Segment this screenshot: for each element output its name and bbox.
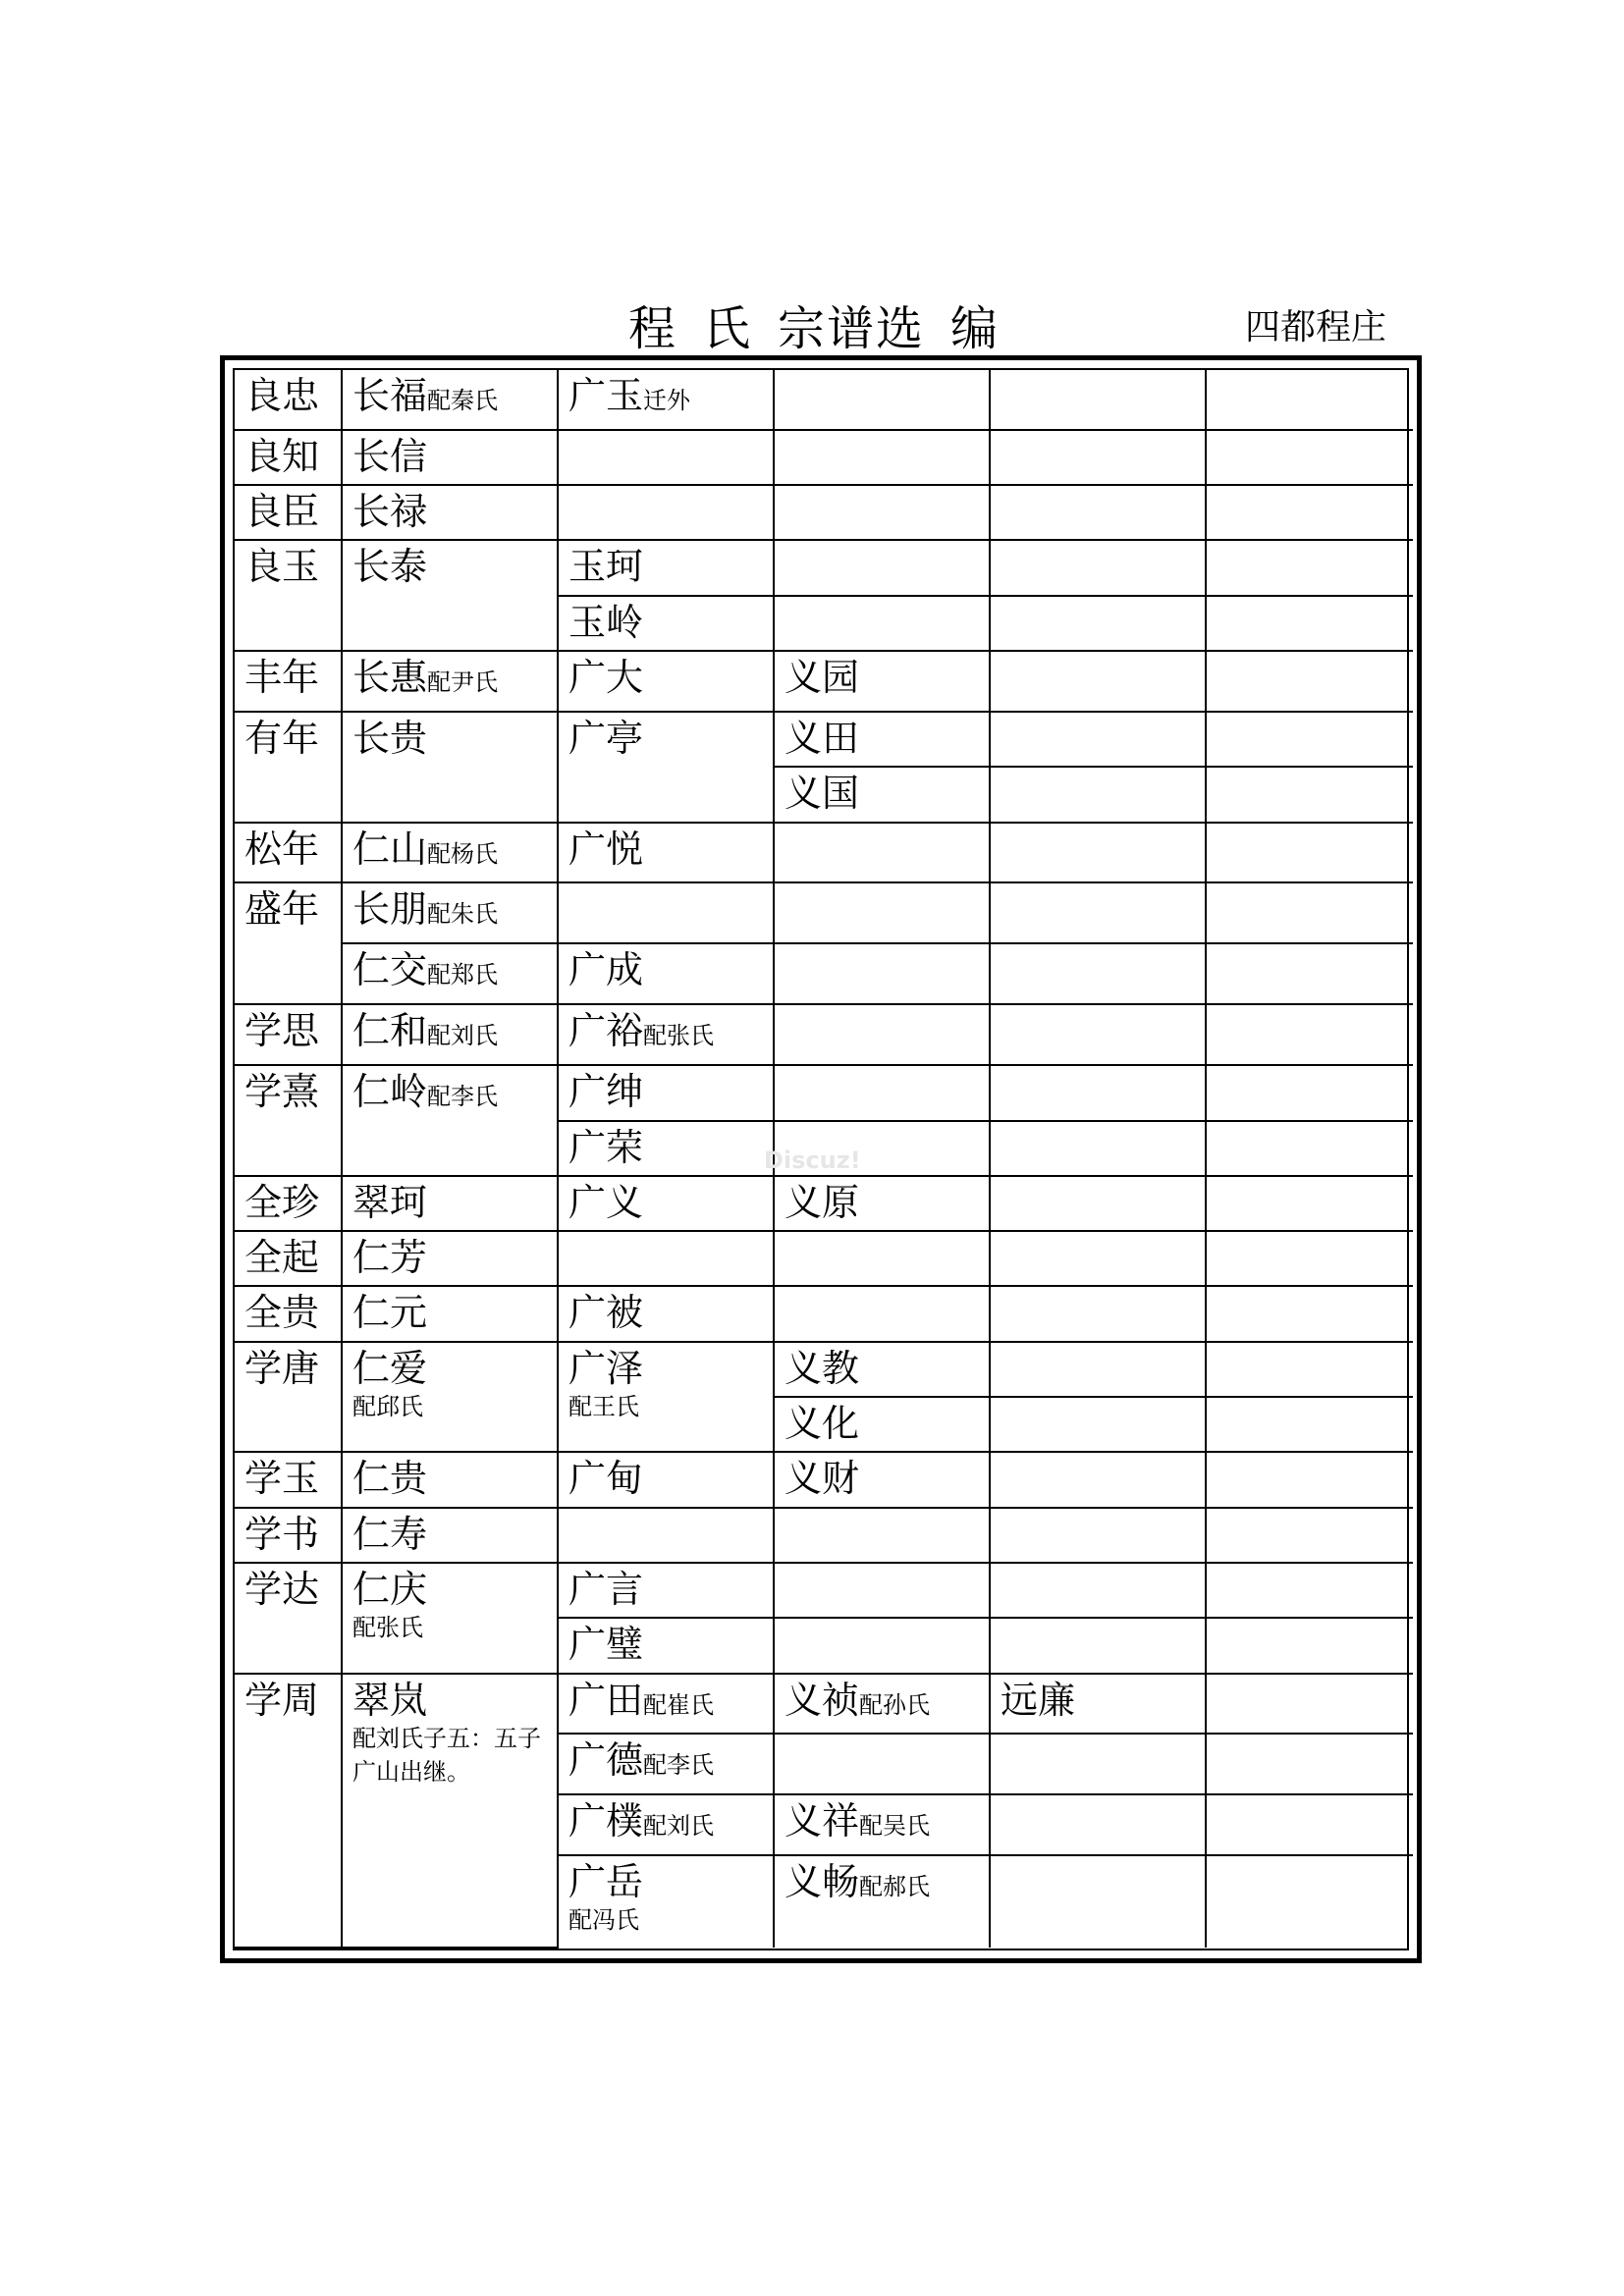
genealogy-cell [990,1286,1206,1341]
person-name: 广绅 [568,1070,644,1114]
genealogy-cell [774,1004,990,1065]
person-name: 广悦 [568,827,644,871]
genealogy-cell [774,430,990,485]
genealogy-cell [235,712,342,823]
genealogy-cell [990,712,1206,767]
person-name: 义园 [785,655,860,699]
genealogy-cell [342,1452,558,1507]
spouse-label: 配孙氏 [859,1690,931,1719]
person-name: 义财 [785,1457,860,1501]
person-name: 仁贵 [352,1457,428,1501]
person-name: 仁爱 [352,1346,428,1390]
genealogy-cell [558,1004,774,1065]
person-name: 义畅 [785,1860,860,1904]
person-name: 翠珂 [352,1180,428,1224]
person-name: 广田 [568,1678,644,1722]
genealogy-cell [1206,882,1413,943]
person-name: 良忠 [244,374,320,417]
spouse-label: 配李氏 [643,1751,715,1780]
table-row [235,370,1413,430]
genealogy-cell [1206,1855,1413,1948]
genealogy-cell [774,540,990,595]
spouse-note: 配刘氏子五：五子广山出继。 [352,1724,541,1786]
person-name: 广德 [568,1738,644,1783]
genealogy-cell [990,1674,1206,1735]
person-name: 长贵 [352,716,428,760]
person-name: 广大 [568,655,644,699]
person-name: 丰年 [244,655,320,699]
title-part: 编 [950,301,1001,356]
genealogy-cell [1206,596,1413,651]
person-name: 玉珂 [568,545,644,589]
genealogy-cell [990,651,1206,712]
person-name: 广裕 [568,1009,644,1053]
genealogy-cell [774,1618,990,1673]
person-name: 义田 [785,716,860,760]
spouse-label: 配尹氏 [427,667,499,696]
genealogy-cell [342,882,558,943]
genealogy-cell [774,1231,990,1286]
genealogy-cell [342,943,558,1004]
genealogy-cell [342,823,558,883]
person-name: 仁芳 [352,1236,428,1280]
table-row [235,1342,1413,1397]
genealogy-cell [774,1855,990,1948]
person-name: 义教 [785,1346,860,1390]
genealogy-cell [990,767,1206,822]
genealogy-cell [235,540,342,651]
genealogy-cell [235,1674,342,1948]
genealogy-cell [342,485,558,540]
person-name: 义祯 [785,1678,860,1722]
person-name: 仁交 [352,948,428,992]
genealogy-cell [342,1563,558,1674]
spouse-note: 配张氏 [352,1613,423,1641]
genealogy-cell [774,485,990,540]
table-row [235,651,1413,712]
genealogy-cell [1206,1121,1413,1176]
spouse-label: 配朱氏 [427,900,499,929]
genealogy-cell [990,1004,1206,1065]
genealogy-cell [1206,1231,1413,1286]
genealogy-cell [1206,430,1413,485]
person-name: 学思 [244,1009,320,1053]
genealogy-cell [235,485,342,540]
watermark: Discuz! [764,1147,861,1174]
person-name: 广甸 [568,1457,644,1501]
genealogy-cell [774,1397,990,1452]
genealogy-cell [235,1065,342,1176]
genealogy-cell [342,712,558,823]
genealogy-cell [990,1176,1206,1231]
genealogy-cell [1206,1508,1413,1563]
genealogy-cell [1206,1065,1413,1120]
genealogy-cell [1206,1618,1413,1673]
genealogy-cell [235,1563,342,1674]
spouse-label: 配秦氏 [427,387,499,414]
genealogy-cell [1206,823,1413,883]
spouse-label: 配李氏 [427,1083,499,1111]
genealogy-cell [235,1231,342,1286]
person-name: 仁庆 [352,1567,428,1611]
genealogy-cell [1206,943,1413,1004]
person-name: 广言 [568,1567,644,1611]
genealogy-cell [990,1065,1206,1120]
genealogy-cell [342,370,558,430]
person-name: 盛年 [244,887,320,932]
genealogy-cell [558,1231,774,1286]
table-row [235,540,1413,595]
person-name: 远廉 [1001,1678,1076,1722]
genealogy-cell [1206,1286,1413,1341]
genealogy-cell [1206,1674,1413,1735]
person-name: 良知 [244,434,320,478]
genealogy-cell [558,1855,774,1948]
genealogy-cell [1206,1794,1413,1855]
genealogy-cell [774,1342,990,1397]
person-name: 义原 [785,1180,860,1224]
genealogy-cell [558,1065,774,1120]
genealogy-cell [558,1286,774,1341]
genealogy-cell [774,712,990,767]
person-name: 广亭 [568,716,644,760]
genealogy-cell [558,596,774,651]
genealogy-cell [774,1176,990,1231]
person-name: 长福 [352,374,428,417]
genealogy-cell [990,1563,1206,1618]
genealogy-cell [990,1397,1206,1452]
genealogy-cell [235,430,342,485]
genealogy-cell [1206,1452,1413,1507]
spouse-label: 配刘氏 [427,1022,499,1050]
person-name: 广樸 [568,1799,644,1843]
person-name: 学周 [244,1678,320,1722]
person-name: 广璧 [568,1623,644,1667]
genealogy-cell [990,1618,1206,1673]
table-row [235,430,1413,485]
person-name: 良臣 [244,490,320,534]
genealogy-cell [558,370,774,430]
person-name: 有年 [244,716,320,760]
genealogy-cell [342,651,558,712]
person-name: 全贵 [244,1291,320,1335]
title-part: 氏 [703,301,753,356]
person-name: 松年 [244,827,320,871]
title-part: 程 [628,301,678,356]
genealogy-cell [558,1794,774,1855]
table-row [235,882,1413,943]
person-name: 义化 [785,1402,860,1446]
genealogy-cell [1206,540,1413,595]
genealogy-cell [990,370,1206,430]
table-row [235,1508,1413,1563]
genealogy-cell [558,430,774,485]
person-name: 良玉 [244,545,320,589]
table-row [235,1452,1413,1507]
genealogy-cell [235,1004,342,1065]
spouse-label: 配杨氏 [427,839,499,868]
genealogy-cell [558,485,774,540]
genealogy-cell [1206,1397,1413,1452]
genealogy-cell [990,943,1206,1004]
title-part: 宗谱选 [778,301,926,356]
genealogy-cell [990,1452,1206,1507]
person-name: 学书 [244,1512,320,1556]
spouse-note: 配冯氏 [568,1906,639,1935]
spouse-label: 配郝氏 [859,1873,931,1901]
genealogy-cell [558,823,774,883]
genealogy-cell [558,712,774,823]
genealogy-cell [990,596,1206,651]
person-name: 广玉 [568,374,644,417]
person-name: 全珍 [244,1180,320,1224]
spouse-label: 配吴氏 [859,1812,931,1841]
genealogy-cell [1206,1176,1413,1231]
spouse-label: 配郑氏 [427,961,499,989]
person-name: 仁元 [352,1291,428,1335]
genealogy-cell [774,651,990,712]
genealogy-cell [235,823,342,883]
genealogy-cell [342,1004,558,1065]
genealogy-cell [990,1734,1206,1794]
person-name: 长朋 [352,887,428,932]
person-name: 仁寿 [352,1512,428,1556]
person-name: 学达 [244,1567,320,1611]
genealogy-cell [774,1674,990,1735]
person-name: 广义 [568,1180,644,1224]
genealogy-cell [990,1508,1206,1563]
genealogy-cell [774,767,990,822]
genealogy-cell [1206,1342,1413,1397]
genealogy-cell [342,1176,558,1231]
genealogy-cell [558,1452,774,1507]
genealogy-cell [558,1176,774,1231]
genealogy-cell [558,651,774,712]
table-row [235,1004,1413,1065]
person-name: 义国 [785,772,860,816]
genealogy-cell [1206,485,1413,540]
person-name: 长禄 [352,490,428,534]
genealogy-cell [342,430,558,485]
genealogy-cell [774,1286,990,1341]
genealogy-cell [342,1286,558,1341]
person-name: 广荣 [568,1125,644,1169]
spouse-note: 配王氏 [568,1392,639,1420]
genealogy-cell [558,1563,774,1618]
genealogy-cell [1206,712,1413,767]
spouse-label: 配崔氏 [643,1690,715,1719]
genealogy-cell [558,1121,774,1176]
person-name: 学熹 [244,1070,320,1114]
page-title [628,291,1025,358]
genealogy-cell [774,596,990,651]
genealogy-cell [774,1452,990,1507]
genealogy-cell [235,882,342,1004]
genealogy-cell [990,1794,1206,1855]
person-name: 玉岭 [568,600,644,644]
genealogy-cell [774,882,990,943]
genealogy-cell [1206,1004,1413,1065]
place-name: 四都程庄 [1245,307,1387,347]
person-name: 长信 [352,434,428,478]
genealogy-cell [235,1452,342,1507]
genealogy-cell [558,540,774,595]
genealogy-cell [342,1508,558,1563]
genealogy-cell [558,1508,774,1563]
person-name: 长泰 [352,545,428,589]
person-name: 广被 [568,1291,644,1335]
genealogy-cell [1206,767,1413,822]
genealogy-cell [1206,1563,1413,1618]
genealogy-cell [774,1734,990,1794]
genealogy-cell [235,370,342,430]
table-row [235,1231,1413,1286]
genealogy-cell [558,1734,774,1794]
person-name: 义祥 [785,1799,860,1843]
table-row [235,1674,1413,1735]
genealogy-cell [990,430,1206,485]
person-name: 全起 [244,1236,320,1280]
table-row [235,1065,1413,1120]
genealogy-cell [774,370,990,430]
genealogy-cell [990,823,1206,883]
genealogy-cell [342,540,558,651]
genealogy-cell [990,882,1206,943]
genealogy-cell [558,882,774,943]
genealogy-cell [1206,651,1413,712]
genealogy-cell [1206,370,1413,430]
person-name: 学唐 [244,1346,320,1390]
genealogy-cell [774,1065,990,1120]
genealogy-cell [558,1618,774,1673]
spouse-label: 迁外 [643,387,691,414]
genealogy-cell [774,823,990,883]
table-row [235,1286,1413,1341]
spouse-note: 配邱氏 [352,1392,423,1420]
table-row [235,485,1413,540]
person-name: 仁和 [352,1009,428,1053]
genealogy-cell [990,540,1206,595]
person-name: 长惠 [352,655,428,699]
genealogy-cell [235,1176,342,1231]
genealogy-cell [558,943,774,1004]
genealogy-cell [990,1855,1206,1948]
genealogy-cell [774,1563,990,1618]
genealogy-cell [990,485,1206,540]
genealogy-cell [774,1794,990,1855]
genealogy-cell [342,1065,558,1176]
genealogy-cell [1206,1734,1413,1794]
person-name: 广成 [568,948,644,992]
person-name: 仁山 [352,827,428,871]
person-name: 仁岭 [352,1070,428,1114]
genealogy-cell [342,1231,558,1286]
table-row [235,1176,1413,1231]
genealogy-cell [558,1674,774,1735]
table-row [235,1563,1413,1618]
genealogy-cell [342,1342,558,1453]
genealogy-cell [990,1231,1206,1286]
table-row [235,712,1413,767]
genealogy-cell [990,1342,1206,1397]
genealogy-cell [774,1508,990,1563]
person-name: 广泽 [568,1346,644,1390]
genealogy-cell [558,1342,774,1453]
person-name: 学玉 [244,1457,320,1501]
table-row [235,823,1413,883]
genealogy-cell [235,651,342,712]
person-name: 翠岚 [352,1678,428,1722]
genealogy-cell [235,1508,342,1563]
genealogy-cell [342,1674,558,1948]
spouse-label: 配刘氏 [643,1812,715,1841]
genealogy-cell [990,1121,1206,1176]
spouse-label: 配张氏 [643,1022,715,1050]
table-row [235,943,1413,1004]
person-name: 广岳 [568,1860,644,1904]
genealogy-cell [235,1286,342,1341]
genealogy-cell [774,943,990,1004]
genealogy-cell [235,1342,342,1453]
